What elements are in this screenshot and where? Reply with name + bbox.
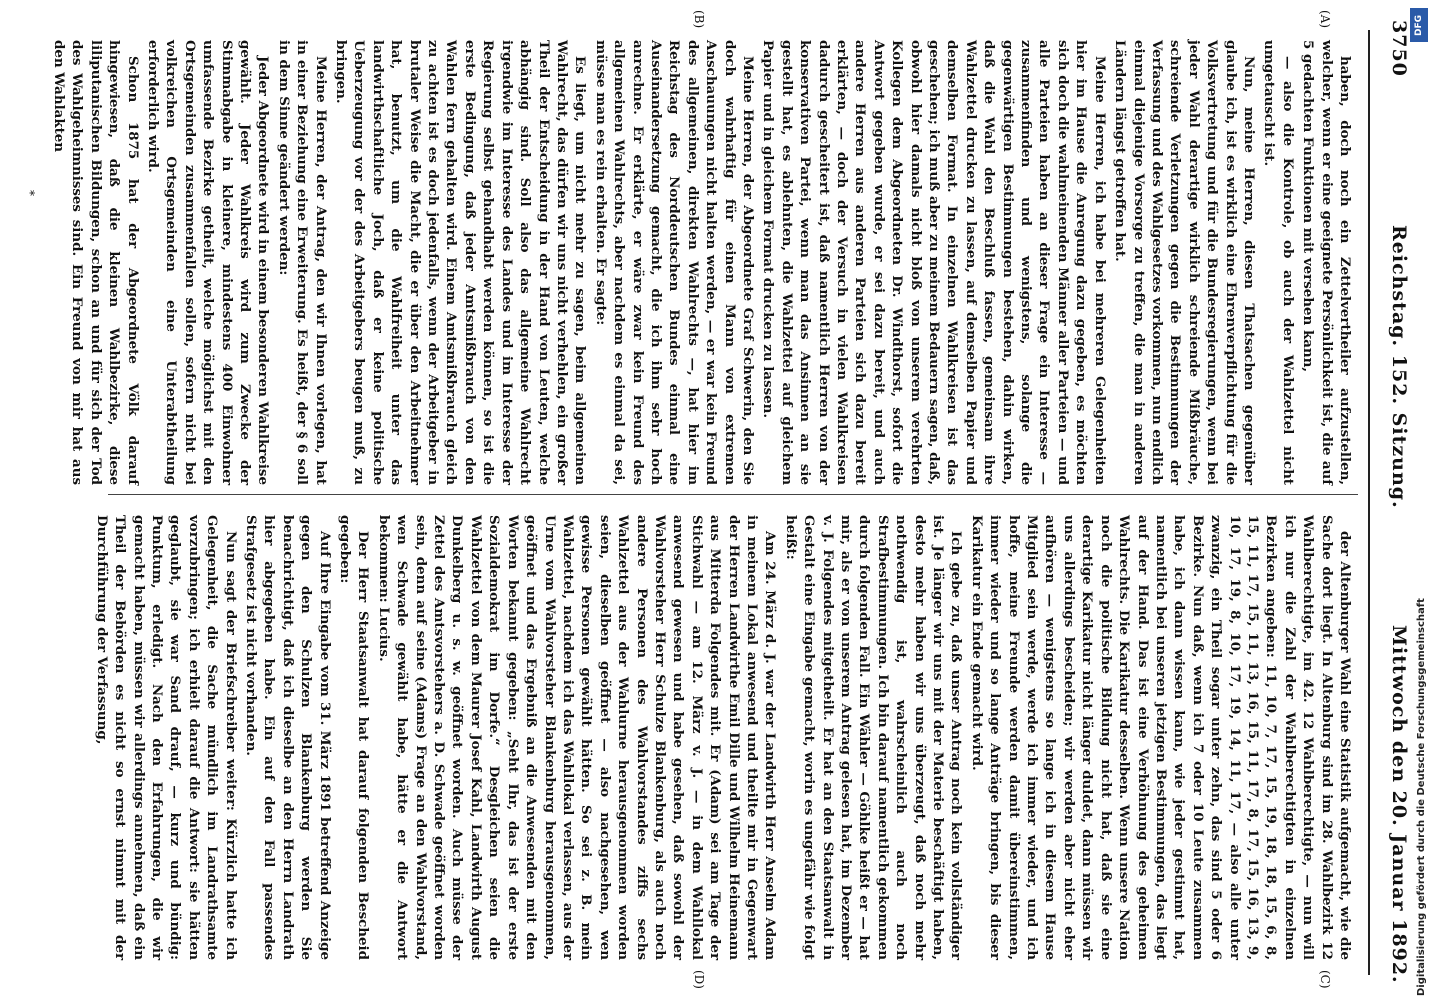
session-title: Reichstag. 152. Sitzung. <box>1388 225 1410 509</box>
paragraph: Nun sagt der Briefschreiber weiter: Kürzlich hatte ich Gelegenheit, die Sache mündlich im Landrathsamte vorzubringen; ich erhielt darauf die Antwort: sie hätten geglaubt, sie war Sand drauf, — kurz und bündig: Punktum, erledigt. Nach den Erfahrungen, die wir gemacht haben, müssen wir allerdings annehmen, daß ein Theil der Behörden es nicht so ernst nimmt mit der Durchführung der Verfassung, <box>93 515 239 960</box>
paragraph: — also die Kontrole, ob auch der Wahlzettel nicht umgetauscht ist. <box>1261 40 1296 485</box>
paragraph: Ich gebe zu, daß unser Antrag noch kein vollständiger ist. Je länger wir uns mit der Materie beschäftigt haben, desto mehr haben wir uns überzeugt, daß noch mehr nothwendig ist, wahrscheinlich auch noch Strafbestimmungen. Ich bin darauf namentlich gekommen durch folgenden Fall. Ein Wähler — Göhlke heißt er — hat mir, als er von unserem Antrag gelesen hat, im Dezember v. J. Folgendes mitgetheilt. Er hat an den Staatsanwalt in Gestalt eine Eingabe gemacht, worin es ungefähr wie folgt heißt: <box>782 515 965 960</box>
right-column <box>93 515 1354 960</box>
paragraph: Meine Herren, der Abgeordnete Graf Schwerin, den Sie doch wahrhaftig für einen Mann von extremen Anschauungen nicht halten werden, — er war kein Freund des allgemeinen, direkten Wahlrechts —, hat hier im Reichstag des Norddeutschen Bundes einmal eine Auseinandersetzung gemacht, die ich ihm sehr hoch anrechne. Er erklärte, er wäre zwar kein Freund des allgemeinen Wahlrechts, aber nachdem es einmal da sei, müsse man es rein erhalten. Er sagte: <box>592 40 756 485</box>
digitization-credit: Digitalisierung gefördert durch die Deutsche Forschungsgemeinschaft <box>1416 598 1427 996</box>
margin-marker-a: (A) <box>1318 10 1332 29</box>
asterisk-mark: * <box>23 190 37 196</box>
paragraph: Es liegt, um nicht mehr zu sagen, beim allgemeinen Wahlrecht, das dürfen wir uns nicht verhehlen, ein großer Theil der Entscheidung in der Hand von Leuten, welche abhängig sind. Soll also das allgemeine Wahlrecht irgendwie im Interesse des Landes und im Interesse der Regierung selbst gehandhabt werden können, so ist die erste Bedingung, daß jeder Amtsmißbrauch von den Wahlen fern gehalten wird. Einem Amtsmißbrauch gleich zu achten ist es doch jedenfalls, wenn der Arbeitgeber in brutaler Weise die Macht, die er über den Arbeitnehmer hat, benutzt, um die Wahlfreiheit unter das landwirthschaftliche Joch, daß er keine politische Ueberzeugung vor der des Arbeitgebers beugen muß, zu bringen. <box>333 40 589 485</box>
dfg-logo: DFG <box>1410 8 1428 42</box>
margin-marker-d: (D) <box>692 970 706 989</box>
paragraph: Am 24. März d. J. war der Landwirth Herr Anselm Adam in meinem Lokal anwesend und theilte mir in Gegenwart der Herren Landwirthe Emil Dille und Wilhelm Heinemann aus Mitterda Folgendes mit. Er (Adam) sei am Tage der Stichwahl — am 12. März v. J. — in dem Wahllokal anwesend gewesen und habe gesehen, daß sowohl der Wahlvorsteher Herr Schulze Blankenburg, als auch noch andere Personen des Wahlvorstandes ziffs sechs Wahlzettel aus der Wahlurne herausgenommen worden seien, dieselben geöffnet — also nachgesehen, wen gewisse Personen gewählt hätten. So sei z. B. mein Wahlzettel, nachdem ich das Wahllokal verlassen, aus der Urne vom Wahlvorsteher Blankenburg herausgenommen, geöffnet und das Ergebniß an die Anwesenden mit den Worten bekannt gegeben: „Seht Ihr, das ist der erste Sozialdemokrat im Dorfe.“ Desgleichen seien die Wahlzettel von dem Maurer Josef Kahl, Landwirth August Dunkelberg u. s. w. geöffnet worden. Auch müsse der Zettel des Amtsvorstehers a. D. Schwade geöffnet worden sein, denn auf seine (Adams) Frage an den Wahlvorstand, wen Schwade gewählt habe, hätte er die Antwort bekommen: Lucius. <box>375 515 779 960</box>
margin-marker-b: (B) <box>692 10 706 29</box>
paragraph: haben, doch noch ein Zettelvertheiler aufzustellen, welcher, wenn er eine geeignete Persönlichkeit ist, die auf 5 gedachten Funktionen mit versehen kann, <box>1300 40 1353 485</box>
left-column <box>50 40 1354 485</box>
paragraph: Schon 1875 hat der Abgeordnete Völk darauf hingewiesen, daß die kleinen Wahlbezirke, diese liliputanischen Bildungen, schon an und für sich der Tod des Wahlgeheimnisses sind. Ein Freund von mir hat aus den Wahlakten <box>50 40 141 485</box>
session-date: Mittwoch den 20. Januar 1892. <box>1388 625 1410 984</box>
margin-marker-c: (C) <box>1318 970 1332 989</box>
header-rule <box>1368 30 1370 975</box>
paragraph: der Altenburger Wahl eine Statistik aufgemacht, wie die Sache dort liegt. In Altenburg sind im 28. Wahlbezirk 12 Wahlberechtigte, im 42. 12 Wahlberechtigte, — nun will ich nur die Zahl der Wahlberechtigten in einzelnen Bezirken angeben: 11, 10, 7, 17, 15, 19, 18, 18, 15, 6, 8, 15, 11, 17, 15, 11, 13, 16, 15, 11, 17, 8, 17, 15, 16, 13, 9, 10, 17, 19, 8, 10, 17, 19, 14, 11, 17, — also alle unter zwanzig, ein Theil sogar unter zehn, das sind 5 oder 6 Bezirke. Nun daß, wenn ich 7 oder 10 Leute zusammen habe, ich dann wissen kann, wie jeder gestimmt hat, namentlich bei unseren jetzigen Bestimmungen, das liegt auf der Hand. Das ist eine Verhöhnung des geheimen Wahlrechts. Die Karikatur desselben. Wenn unsere Nation noch die politische Bildung nicht hat, daß sie eine derartige Karikatur nicht länger duldet, dann müssen wir uns allerdings bescheiden; wir werden aber nicht eher aufhören — wenigstens so lange ich in diesem Hause Mitglied sein werde, werde ich immer wieder, und ich hoffe, meine Freunde werden damit übereinstimmen, immer wieder und so lange Anträge bringen, bis dieser Karikatur ein Ende gemacht wird. <box>968 515 1353 960</box>
column-divider <box>108 494 1358 495</box>
paragraph: Jeder Abgeordnete wird in einem besonderen Wahlkreise gewählt. Jeder Wahlkreis wird zum Zwecke der Stimmabgabe in kleinere, mindestens 400 Einwohner umfassende Bezirke getheilt, welche möglichst mit den Ortsgemeinden zusammenfallen sollen, sofern nicht bei volkreichen Ortsgemeinden eine Unterabtheilung erforderlich wird. <box>145 40 272 485</box>
paragraph: Auf Ihre Eingabe vom 31. März 1891 betreffend Anzeige gegen den Schulzen Blankenburg werden Sie benachrichtigt, daß ich dieselbe an den Herrn Landrath hier abgegeben habe. Ein auf den Fall passendes Strafgesetz ist nicht vorhanden. <box>243 515 333 960</box>
paragraph: Nun, meine Herren, diesen Thatsachen gegenüber glaube ich, ist es wirklich eine Ehrenverpflichtung für die Volksvertretung und für die Bundesregierungen, wenn bei jeder Wahl derartige wirklich schreiende Mißbräuche, schreiende Verletzungen gegen die Bestimmungen der Verfassung und des Wahlgesetzes vorkommen, nun endlich einmal diejenige Vorsorge zu treffen, die man in anderen Ländern längst getroffen hat. <box>1112 40 1257 485</box>
page-number: 3750 <box>1388 20 1410 77</box>
paragraph: Der Herr Staatsanwalt hat darauf folgenden Bescheid gegeben: <box>337 515 372 960</box>
paragraph: Meine Herren, ich habe bei mehreren Gelegenheiten hier im Hause die Anregung dazu gegeben, es möchten sich doch die wahlmeinenden Männer aller Parteien — und alle Parteien haben an dieser Frage ein Interesse — zusammenfinden und wenigstens, solange die gegenwärtigen Bestimmungen bestehen, dahin wirken, daß die Wahl den Beschluß fassen, gemeinsam ihre Wahlzettel drucken zu lassen, auf demselben Papier und demselben Format. In einzelnen Wahlkreisen ist das geschehen; ich muß aber zu meinem Bedauern sagen, daß, obwohl hier damals nicht bloß von unserem verehrten Kollegen dem Abgeordneten Dr. Windthorst, sofort die Antwort gegeben wurde, er sei dazu bereit, und auch andere Herren aus anderen Parteien sich dazu bereit erklärten, — doch der Versuch in vielen Wahlkreisen dadurch gescheitert ist, daß namentlich Herren von der konservativen Partei, wenn man das Ansinnen an sie gestellt hat, es ablehnten, die Wahlzettel auf gleichem Papier und in gleichem Format drucken zu lassen. <box>760 40 1108 485</box>
credit-strip <box>1404 0 1432 1000</box>
paragraph: Meine Herren, der Antrag, den wir Ihnen vorlegen, hat in einer Beziehung eine Erweiterung. Es heißt, der § 6 soll in dem Sinne geändert werden: <box>275 40 329 485</box>
